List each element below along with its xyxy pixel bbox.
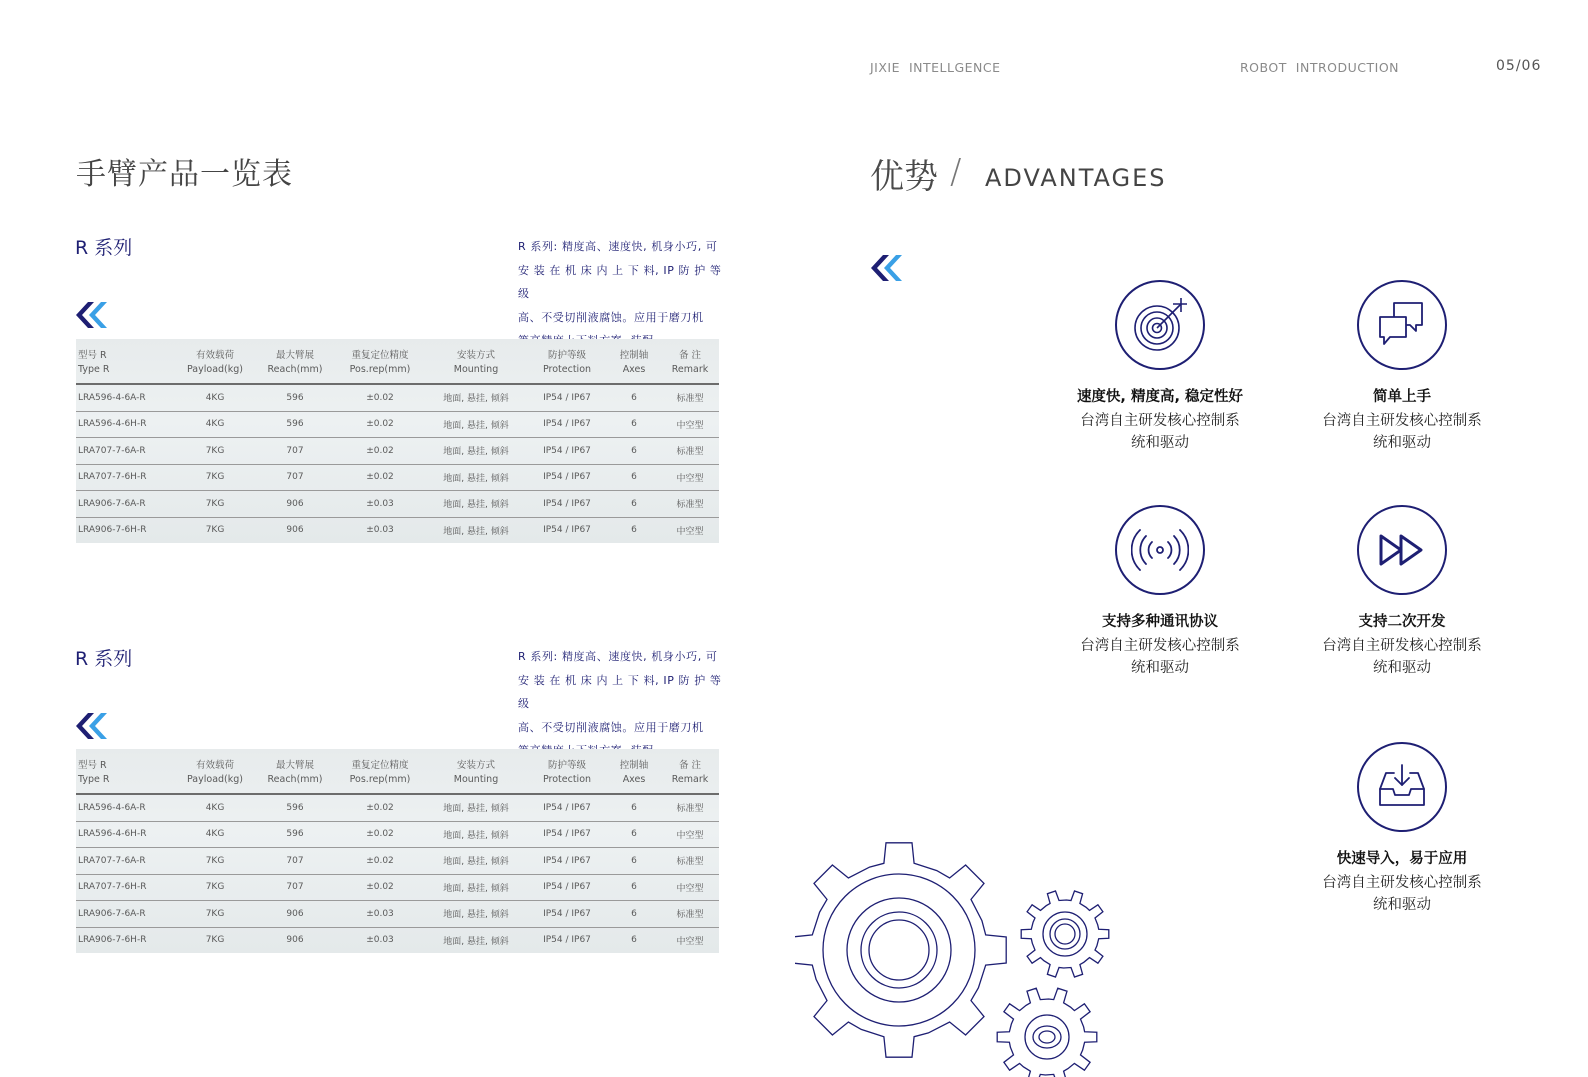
- brand-label: JIXIE INTELLGENCE: [870, 60, 1001, 75]
- col-protection: 防护等级 Protection: [527, 339, 607, 384]
- gear-outline: [997, 988, 1097, 1077]
- advantage-title: 支持二次开发: [1358, 614, 1446, 630]
- advantage-development: [1297, 505, 1507, 679]
- series-description: R 系列: 精度高、速度快, 机身小巧, 可 安 装 在 机 床 内 上 下 料, IP 防 护 等 级 高、不受切削液腐蚀。应用于磨刀机: [518, 650, 722, 734]
- advantage-description: 台湾自主研发核心控制系 统和驱动: [1080, 638, 1240, 676]
- col-axes: 控制轴 Axes: [607, 339, 661, 384]
- chevron-left-icon: [75, 713, 109, 739]
- product-list-title: 手臂产品一览表: [76, 157, 293, 192]
- table-row: LRA906-7-6A-R 7KG 906 ±0.03 地面, 悬挂, 倾斜 IP54 / IP67 6 标准型: [76, 901, 719, 928]
- col-mounting: 安装方式 Mounting: [425, 339, 527, 384]
- advantage-quick-import: [1297, 742, 1507, 916]
- gears-illustration: [795, 840, 1135, 1077]
- advantages-title-cn: 优势: [870, 157, 938, 197]
- col-reach: 最大臂展 Reach(mm): [255, 749, 335, 794]
- col-pos-rep: 重复定位精度 Pos.rep(mm): [335, 339, 425, 384]
- table-header-row: [76, 339, 719, 384]
- advantage-protocols: [1055, 505, 1265, 679]
- col-type: 型号 R Type R: [76, 749, 175, 794]
- chat-bubbles-icon: [1357, 280, 1447, 370]
- col-remark: 备 注 Remark: [661, 339, 719, 384]
- table-row: LRA906-7-6H-R 7KG 906 ±0.03 地面, 悬挂, 倾斜 IP54 / IP67 6 中空型: [78, 525, 704, 537]
- table-row: LRA596-4-6H-R 4KG 596 ±0.02 地面, 悬挂, 倾斜 IP54 / IP67 6 中空型: [76, 411, 719, 438]
- advantage-title: 支持多种通讯协议: [1102, 614, 1218, 630]
- advantage-title: 快速导入，易于应用: [1336, 851, 1468, 867]
- gear-icon: [997, 988, 1097, 1077]
- series-title: R 系列: [75, 237, 133, 259]
- table-row: LRA707-7-6H-R 7KG 707 ±0.02 地面, 悬挂, 倾斜 IP54 / IP67 6 中空型: [76, 464, 719, 491]
- title-divider: /: [950, 152, 962, 192]
- series-title: R 系列: [75, 648, 133, 670]
- series-description: R 系列: 精度高、速度快, 机身小巧, 可 安 装 在 机 床 内 上 下 料, IP 防 护 等 级 高、不受切削液腐蚀。应用于磨刀机: [518, 240, 722, 324]
- page-number: 05/06: [1496, 58, 1542, 74]
- table-row: LRA707-7-6A-R 7KG 707 ±0.02 地面, 悬挂, 倾斜 IP54 / IP67 6 标准型: [76, 848, 719, 875]
- spec-table: [76, 339, 719, 543]
- table-row: LRA906-7-6H-R 7KG 906 ±0.03 地面, 悬挂, 倾斜 IP54 / IP67 6 中空型: [78, 935, 704, 947]
- col-payload: 有效载荷 Payload(kg): [175, 339, 255, 384]
- target-icon: [1115, 280, 1205, 370]
- col-reach: 最大臂展 Reach(mm): [255, 339, 335, 384]
- col-remark: 备 注 Remark: [661, 749, 719, 794]
- advantage-title: 速度快, 精度高, 稳定性好: [1076, 389, 1244, 405]
- table-row: LRA596-4-6H-R 4KG 596 ±0.02 地面, 悬挂, 倾斜 IP54 / IP67 6 中空型: [76, 821, 719, 848]
- col-payload: 有效载荷 Payload(kg): [175, 749, 255, 794]
- table-header-row: [76, 749, 719, 794]
- section-label: ROBOT INTRODUCTION: [1240, 60, 1400, 75]
- advantages-title-en: ADVANTAGES: [985, 164, 1167, 192]
- table-row: LRA707-7-6A-R 7KG 707 ±0.02 地面, 悬挂, 倾斜 IP54 / IP67 6 标准型: [76, 438, 719, 465]
- signal-broadcast-icon: [1115, 505, 1205, 595]
- advantage-speed: [1055, 280, 1265, 454]
- col-axes: 控制轴 Axes: [607, 749, 661, 794]
- col-protection: 防护等级 Protection: [527, 749, 607, 794]
- advantage-description: 台湾自主研发核心控制系 统和驱动: [1322, 638, 1482, 676]
- advantage-title: 简单上手: [1373, 389, 1431, 405]
- table-row: LRA707-7-6H-R 7KG 707 ±0.02 地面, 悬挂, 倾斜 IP54 / IP67 6 中空型: [76, 874, 719, 901]
- table-row: LRA596-4-6A-R 4KG 596 ±0.02 地面, 悬挂, 倾斜 IP54 / IP67 6 标准型: [76, 384, 719, 411]
- col-mounting: 安装方式 Mounting: [425, 749, 527, 794]
- table-row: LRA906-7-6A-R 7KG 906 ±0.03 地面, 悬挂, 倾斜 IP54 / IP67 6 标准型: [76, 491, 719, 518]
- advantage-description: 台湾自主研发核心控制系 统和驱动: [1322, 875, 1482, 913]
- gear-icon: [1021, 891, 1109, 977]
- col-pos-rep: 重复定位精度 Pos.rep(mm): [335, 749, 425, 794]
- gear-outline: [1021, 891, 1109, 977]
- col-type: 型号 R Type R: [76, 339, 175, 384]
- spec-table: [76, 749, 719, 953]
- chevron-left-icon: [75, 302, 109, 328]
- fast-forward-icon: [1357, 505, 1447, 595]
- inbox-import-icon: [1357, 742, 1447, 832]
- advantage-description: 台湾自主研发核心控制系 统和驱动: [1322, 413, 1482, 451]
- advantage-description: 台湾自主研发核心控制系 统和驱动: [1080, 413, 1240, 451]
- advantage-easy: [1297, 280, 1507, 454]
- table-row: LRA596-4-6A-R 4KG 596 ±0.02 地面, 悬挂, 倾斜 IP54 / IP67 6 标准型: [76, 794, 719, 821]
- chevron-left-icon: [870, 255, 904, 281]
